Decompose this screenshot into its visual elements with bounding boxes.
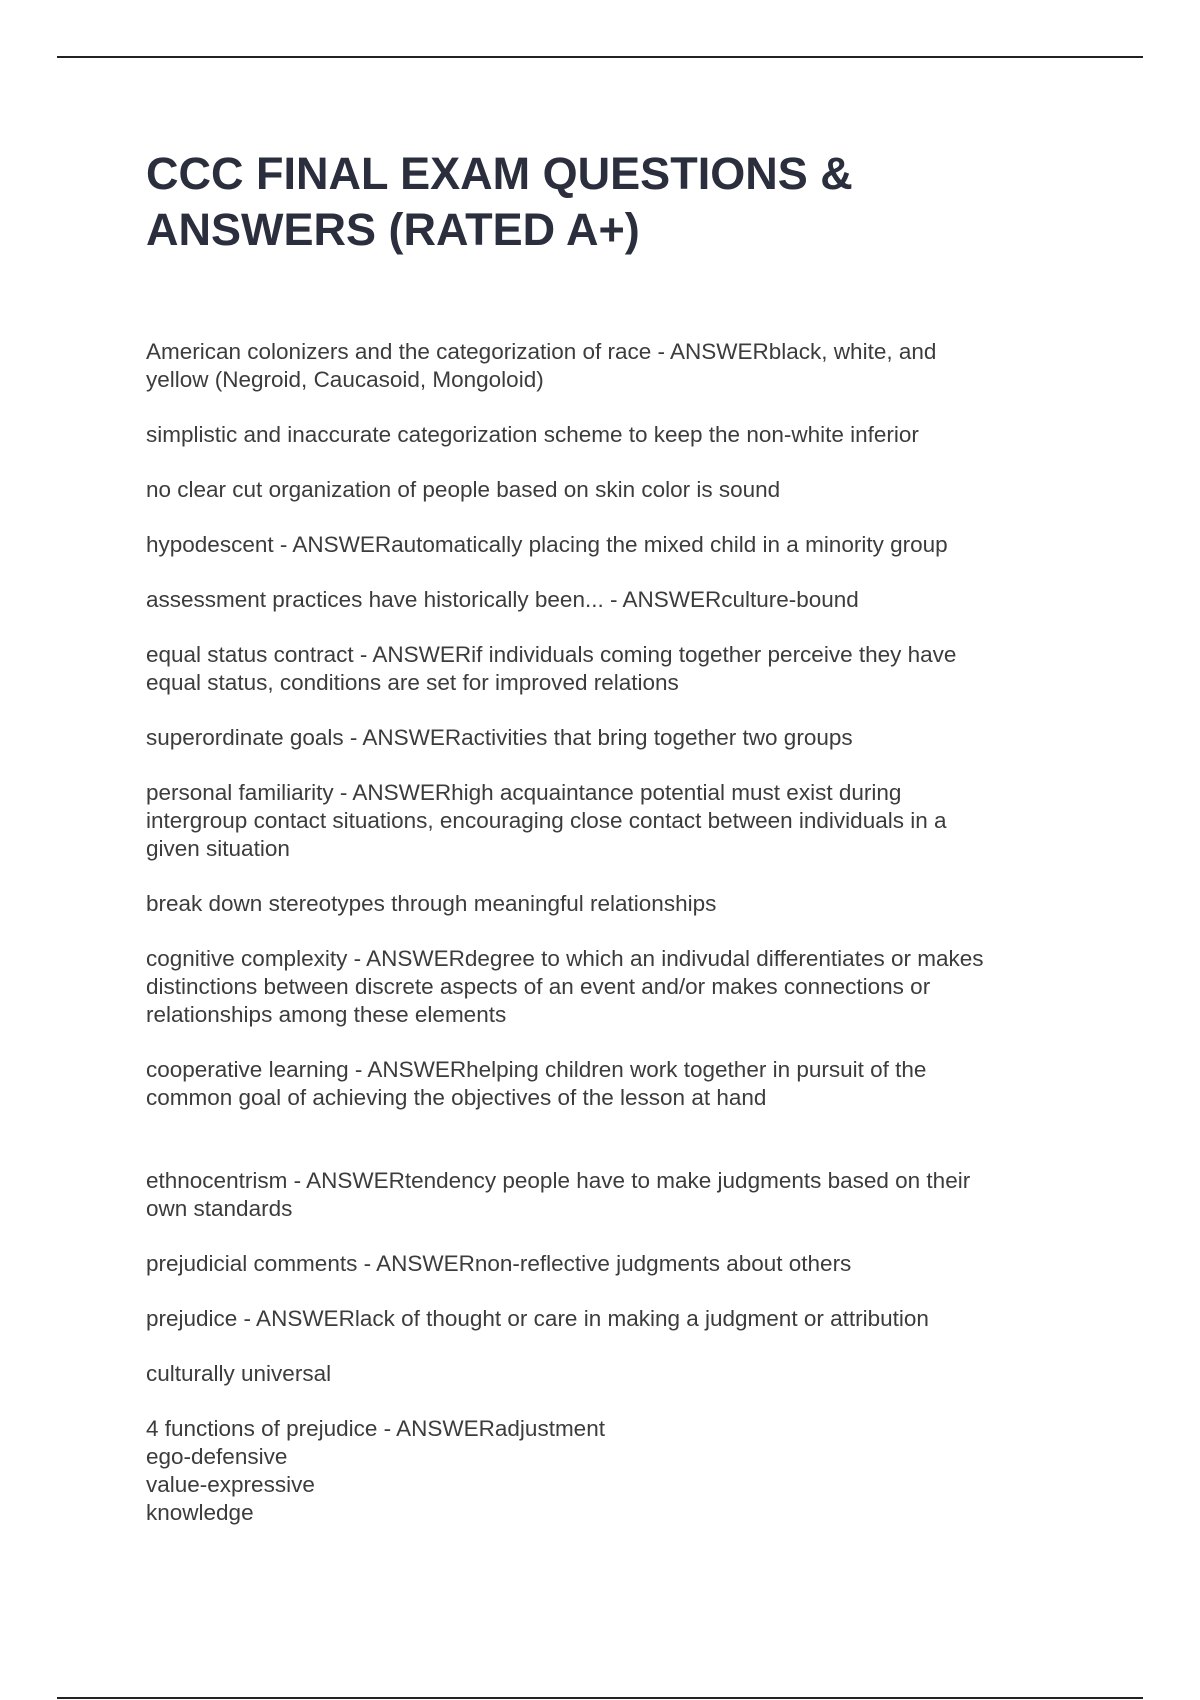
qa-entry: hypodescent - ANSWERautomatically placing the mixed child in a minority group (146, 532, 948, 557)
qa-entry: prejudice - ANSWERlack of thought or care in making a judgment or attribution (146, 1306, 929, 1331)
qa-entry: ethnocentrism - ANSWERtendency people have to make judgments based on their own standards (146, 1168, 971, 1221)
bottom-rule (57, 1697, 1143, 1699)
document-title: CCC FINAL EXAM QUESTIONS & ANSWERS (RATED A+) (146, 148, 853, 255)
top-rule (57, 56, 1143, 58)
qa-entry: personal familiarity - ANSWERhigh acquaintance potential must exist during intergroup contact situations, encouraging close contact between individuals in a given situation (146, 780, 947, 861)
qa-entry: cognitive complexity - ANSWERdegree to which an indivudal differentiates or makes distinctions between discrete aspects of an event and/or makes connections or relationships among these elements (146, 946, 984, 1027)
qa-entry: no clear cut organization of people based on skin color is sound (146, 477, 781, 502)
qa-entry: culturally universal (146, 1361, 332, 1386)
qa-entry: assessment practices have historically been... - ANSWERculture-bound (146, 587, 859, 612)
qa-entry: break down stereotypes through meaningful relationships (146, 891, 717, 916)
qa-entry: cooperative learning - ANSWERhelping children work together in pursuit of the common goal of achieving the objectives of the lesson at hand (146, 1057, 927, 1110)
qa-entry: equal status contract - ANSWERif individuals coming together perceive they have equal status, conditions are set for improved relations (146, 642, 957, 695)
qa-list (146, 338, 1066, 1554)
qa-entry: superordinate goals - ANSWERactivities that bring together two groups (146, 725, 853, 750)
qa-entry: simplistic and inaccurate categorization scheme to keep the non-white inferior (146, 422, 919, 447)
qa-entry: American colonizers and the categorization of race - ANSWERblack, white, and yellow (Negroid, Caucasoid, Mongoloid) (146, 339, 937, 392)
qa-entry: prejudicial comments - ANSWERnon-reflective judgments about others (146, 1251, 852, 1276)
qa-entry: 4 functions of prejudice - ANSWERadjustment ego-defensive value-expressive knowledge (146, 1416, 605, 1525)
